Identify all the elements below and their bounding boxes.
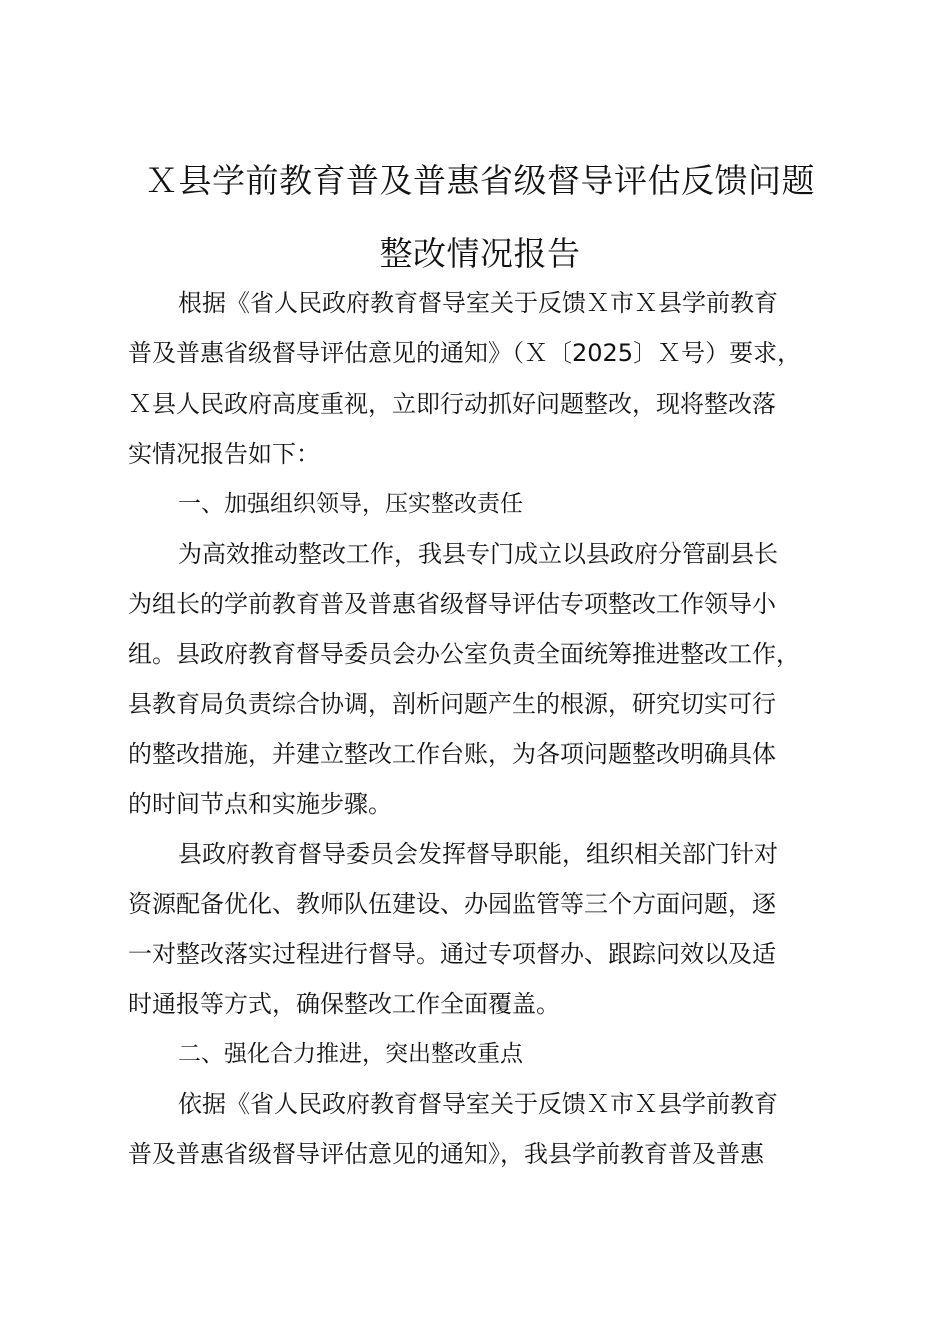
- paragraph-line: 一对整改落实过程进行督导。通过专项督办、跟踪问效以及适: [128, 940, 776, 968]
- document-title-line-2: 整改情况报告: [379, 234, 581, 273]
- paragraph-line: 根据《省人民政府教育督导室关于反馈Ｘ市Ｘ县学前教育: [178, 289, 778, 317]
- paragraph-line: 县教育局负责综合协调，剖析问题产生的根源，研究切实可行: [128, 690, 776, 718]
- section-heading-1: 一、加强组织领导，压实整改责任: [178, 491, 523, 517]
- section-heading-2: 二、强化合力推进，突出整改重点: [178, 1041, 523, 1067]
- paragraph-line: Ｘ县人民政府高度重视，立即行动抓好问题整改，现将整改落: [128, 390, 776, 418]
- paragraph-line: 资源配备优化、教师队伍建设、办园监管等三个方面问题，逐: [128, 890, 776, 918]
- paragraph-line: 普及普惠省级督导评估意见的通知》（Ｘ〔2025〕Ｘ号）要求，: [128, 339, 802, 367]
- paragraph-line: 组。县政府教育督导委员会办公室负责全面统筹推进整改工作，: [128, 640, 800, 668]
- paragraph-line: 为高效推动整改工作，我县专门成立以县政府分管副县长: [178, 540, 778, 568]
- document-title-line-1: Ｘ县学前教育普及普惠省级督导评估反馈问题: [145, 161, 815, 200]
- paragraph-line: 县政府教育督导委员会发挥督导职能，组织相关部门针对: [178, 840, 778, 868]
- paragraph-line: 普及普惠省级督导评估意见的通知》，我县学前教育普及普惠: [128, 1140, 764, 1168]
- paragraph-line: 时通报等方式，确保整改工作全面覆盖。: [128, 990, 560, 1018]
- paragraph-line: 实情况报告如下：: [128, 440, 320, 468]
- paragraph-line: 的时间节点和实施步骤。: [128, 790, 392, 818]
- paragraph-line: 为组长的学前教育普及普惠省级督导评估专项整改工作领导小: [128, 590, 776, 618]
- paragraph-line: 依据《省人民政府教育督导室关于反馈Ｘ市Ｘ县学前教育: [178, 1090, 778, 1118]
- paragraph-line: 的整改措施，并建立整改工作台账，为各项问题整改明确具体: [128, 740, 776, 768]
